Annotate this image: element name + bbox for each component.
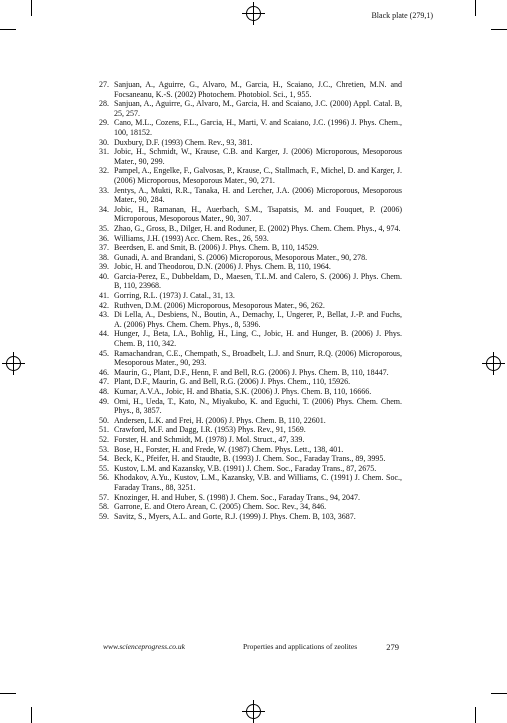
reference-item <box>96 416 402 426</box>
reference-item <box>96 368 402 378</box>
reference-text: Sanjuan, A., Aguirre, G., Alvaro, M., Garcia, H., Scaiano, J.C., Chretien, M.N. and Focsaneanu, K.-S. (2002) Photochem. Photobiol. Sci., 1, 955. <box>114 80 402 99</box>
reference-text: Di Lella, A., Desbiens, N., Boutin, A., Demachy, I., Ungerer, P., Bellat, J.-P. and Fuchs, A. (2006) Phys. Chem. Chem. Phys., 8, 5396. <box>114 310 402 329</box>
reference-number: 32. <box>99 166 109 176</box>
reference-text: Omi, H., Ueda, T., Kato, N., Miyakubo, K. and Eguchi, T. (2006) Phys. Chem. Chem. Phys., 8, 3857. <box>114 396 402 416</box>
reference-item <box>96 329 402 348</box>
reference-number: 33. <box>99 185 109 195</box>
reference-item <box>96 262 402 272</box>
crop-mark <box>31 707 32 723</box>
reference-item <box>96 310 402 329</box>
reference-text: Sanjuan, A., Aguirre, G., Alvaro, M., Garcia, H. and Scaiano, J.C. (2000) Appl. Catal. B, 25, 257. <box>114 99 402 118</box>
reference-number: 44. <box>99 329 109 339</box>
reference-text: Kumar, A.V.A., Jobic, H. and Bhatia, S.K. (2006) J. Phys. Chem. B, 110, 16666. <box>114 387 372 396</box>
reference-item <box>96 147 402 166</box>
reference-text: Bose, H., Forster, H. and Frede, W. (1987) Chem. Phys. Lett., 138, 401. <box>114 444 344 454</box>
reference-text: Kustov, L.M. and Kazansky, V.B. (1991) J. Chem. Soc., Faraday Trans., 87, 2675. <box>114 463 377 473</box>
registration-mark-icon <box>6 356 21 371</box>
reference-number: 38. <box>99 252 109 262</box>
reference-item <box>96 224 402 234</box>
crop-mark <box>475 707 476 723</box>
reference-item <box>96 435 402 445</box>
reference-number: 35. <box>99 223 109 233</box>
reference-number: 31. <box>99 147 109 157</box>
reference-item <box>96 464 402 474</box>
reference-item <box>96 301 402 311</box>
reference-number: 37. <box>99 243 109 253</box>
reference-text: Cano, M.L., Cozens, F.L., Garcia, H., Marti, V. and Scaiano, J.C. (1996) J. Phys. Chem., 100, 18152. <box>114 118 402 137</box>
reference-text: Plant, D.F., Maurin, G. and Bell, R.G. (2006) J. Phys. Chem., 110, 15926. <box>114 377 351 387</box>
reference-number: 58. <box>99 502 109 512</box>
reference-number: 47. <box>99 377 109 387</box>
reference-text: Andersen, L.K. and Frei, H. (2006) J. Phys. Chem. B, 110, 22601. <box>114 415 326 425</box>
footer-title: Properties and applications of zeolites <box>243 642 358 651</box>
reference-item <box>96 425 402 435</box>
reference-item <box>96 397 402 416</box>
reference-number: 56. <box>99 473 109 483</box>
registration-mark-icon <box>246 704 261 719</box>
reference-item <box>96 118 402 137</box>
reference-number: 28. <box>99 99 109 109</box>
crop-mark <box>475 0 476 16</box>
crop-mark <box>0 693 16 694</box>
reference-text: Jentys, A., Mukti, R.R., Tanaka, H. and Lercher, J.A. (2006) Microporous, Mesoporous Mater., 90, 284. <box>114 185 402 205</box>
reference-item <box>96 205 402 224</box>
reference-number: 29. <box>99 118 109 128</box>
reference-text: Hunger, J., Beta, I.A., Bohlig, H., Ling, C., Jobic, H. and Hunger, B. (2006) J. Phys. Chem. B, 110, 342. <box>114 329 402 349</box>
reference-number: 53. <box>99 444 109 454</box>
reference-item <box>96 272 402 291</box>
reference-item <box>96 473 402 492</box>
reference-list <box>96 80 402 521</box>
reference-number: 27. <box>99 80 109 89</box>
reference-number: 54. <box>99 454 109 464</box>
reference-number: 34. <box>99 204 109 214</box>
reference-text: Jobic, H. and Theodorou, D.N. (2006) J. Phys. Chem. B, 110, 1964. <box>114 262 331 272</box>
crop-mark <box>491 29 507 30</box>
footer-url: www.scienceprogress.co.uk <box>103 642 185 651</box>
registration-mark-icon <box>486 356 501 371</box>
reference-number: 52. <box>99 434 109 444</box>
reference-number: 46. <box>99 367 109 377</box>
crop-mark <box>491 693 507 694</box>
reference-item <box>96 80 402 99</box>
crop-mark <box>0 29 16 30</box>
reference-item <box>96 243 402 253</box>
reference-text: Zhao, G., Gross, B., Dilger, H. and Roduner, E. (2002) Phys. Chem. Chem. Phys., 4, 974. <box>114 223 401 233</box>
reference-item <box>96 253 402 263</box>
reference-text: Khodakov, A.Yu., Kustov, L.M., Kazansky, V.B. and Williams, C. (1991) J. Chem. Soc., Faraday Trans., 88, 3251. <box>114 473 402 492</box>
reference-text: Pampel, A., Engelke, F., Galvosas, P., Krause, C., Stallmach, F., Michel, D. and Karger, J. (2006) Microporous, Mesoporous Mater., 90, 271. <box>114 166 402 185</box>
reference-number: 30. <box>99 137 109 147</box>
registration-mark-icon <box>246 6 261 21</box>
reference-number: 42. <box>99 300 109 310</box>
reference-text: Gorring, R.L. (1973) J. Catal., 31, 13. <box>114 291 235 301</box>
reference-item <box>96 291 402 301</box>
reference-text: Gunadi, A. and Brandani, S. (2006) Microporous, Mesoporous Mater., 90, 278. <box>114 252 368 262</box>
reference-text: Jobic, H., Ramanan, H., Auerbach, S.M., Tsapatsis, M. and Fouquet, P. (2006) Microporous, Mesoporous Mater., 90, 307. <box>114 204 402 224</box>
reference-text: Jobic, H., Schmidt, W., Krause, C.B. and Karger, J. (2006) Microporous, Mesoporous Mater., 90, 299. <box>114 147 402 166</box>
reference-number: 40. <box>99 271 109 281</box>
reference-item <box>96 493 402 503</box>
reference-text: Ramachandran, C.E., Chempath, S., Broadbelt, L.J. and Snurr, R.Q. (2006) Microporous, Mesoporous Mater., 90, 293. <box>114 348 402 368</box>
reference-item <box>96 512 402 522</box>
reference-text: Crawford, M.F. and Dagg, I.R. (1953) Phys. Rev., 91, 1569. <box>114 425 306 435</box>
reference-text: Beck, K., Pfeifer, H. and Staudte, B. (1993) J. Chem. Soc., Faraday Trans., 89, 3995. <box>114 454 386 464</box>
reference-item <box>96 186 402 205</box>
reference-text: Savitz, S., Myers, A.L. and Gorte, R.J. (1999) J. Phys. Chem. B, 103, 3687. <box>114 511 356 521</box>
reference-text: Knozinger, H. and Huber, S. (1998) J. Chem. Soc., Faraday Trans., 94, 2047. <box>114 492 360 502</box>
plate-label: Black plate (279,1) <box>371 11 433 20</box>
reference-item <box>96 502 402 512</box>
reference-text: Garcia-Perez, E., Dubbeldam, D., Maesen, T.L.M. and Calero, S. (2006) J. Phys. Chem. B, 110, 23968. <box>114 271 402 291</box>
reference-item <box>96 99 402 118</box>
reference-item <box>96 234 402 244</box>
reference-number: 36. <box>99 233 109 243</box>
reference-item <box>96 387 402 397</box>
reference-number: 48. <box>99 387 109 396</box>
page-number: 279 <box>386 642 399 652</box>
reference-number: 51. <box>99 425 109 435</box>
reference-item <box>96 445 402 455</box>
reference-number: 57. <box>99 492 109 502</box>
reference-item <box>96 166 402 185</box>
reference-number: 59. <box>99 511 109 521</box>
reference-number: 43. <box>99 310 109 320</box>
reference-number: 49. <box>99 396 109 406</box>
reference-item <box>96 377 402 387</box>
reference-text: Duxbury, D.F. (1993) Chem. Rev., 93, 381. <box>114 137 253 147</box>
reference-number: 41. <box>99 291 109 301</box>
reference-text: Forster, H. and Schmidt, M. (1978) J. Mol. Struct., 47, 339. <box>114 434 305 444</box>
reference-item <box>96 138 402 148</box>
reference-item <box>96 349 402 368</box>
reference-number: 50. <box>99 415 109 425</box>
crop-mark <box>31 0 32 16</box>
reference-text: Beerdsen, E. and Smit, B. (2006) J. Phys. Chem. B, 110, 14529. <box>114 243 319 253</box>
reference-item <box>96 454 402 464</box>
reference-text: Garrone, E. and Otero Arean, C. (2005) Chem. Soc. Rev., 34, 846. <box>114 502 327 512</box>
reference-number: 45. <box>99 348 109 358</box>
reference-text: Maurin, G., Plant, D.F., Henn, F. and Bell, R.G. (2006) J. Phys. Chem. B, 110, 18447. <box>114 367 389 377</box>
reference-text: Williams, J.H. (1993) Acc. Chem. Res., 26, 593. <box>114 233 269 243</box>
reference-number: 39. <box>99 262 109 272</box>
reference-number: 55. <box>99 463 109 473</box>
reference-text: Ruthven, D.M. (2006) Microporous, Mesoporous Mater., 96, 262. <box>114 300 325 310</box>
